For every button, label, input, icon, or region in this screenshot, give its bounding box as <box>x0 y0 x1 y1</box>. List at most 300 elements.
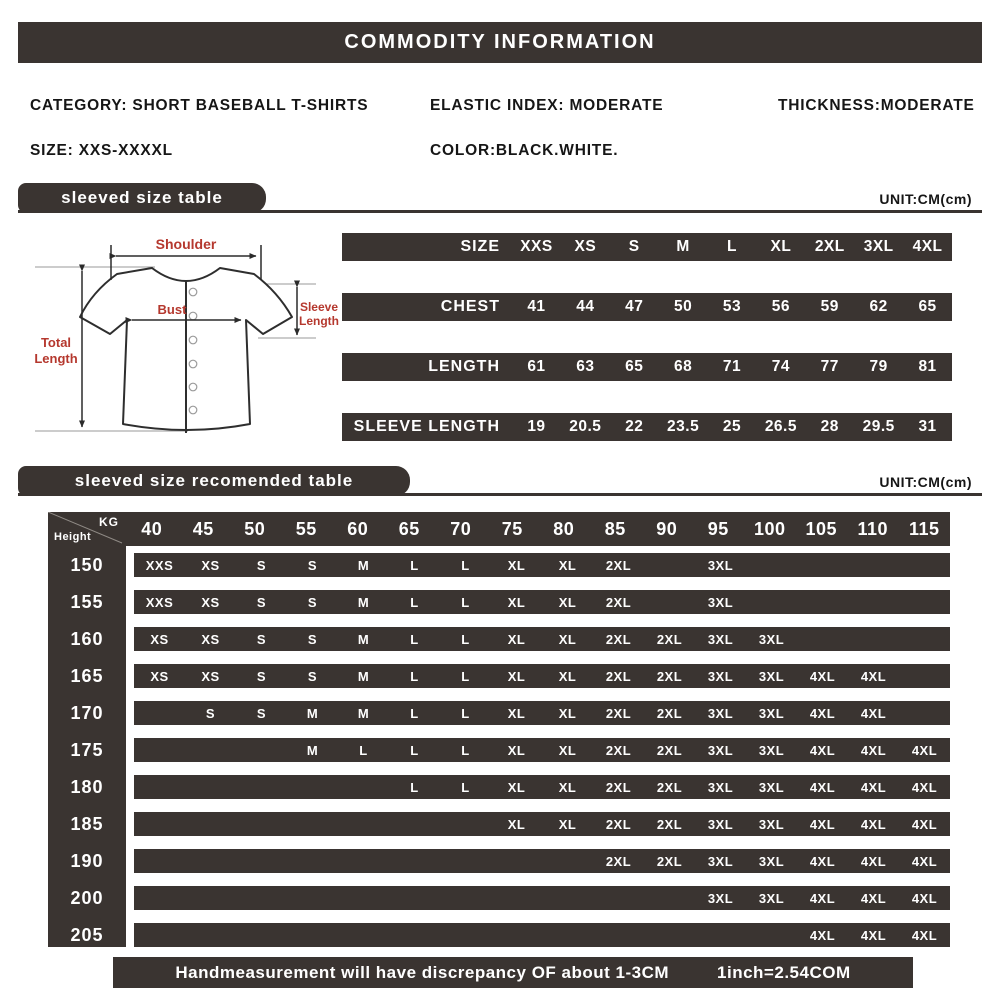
size-cell <box>185 923 236 947</box>
recommend-table-row <box>48 627 950 651</box>
size-cell <box>644 923 695 947</box>
size-table-cell: 79 <box>869 358 888 375</box>
size-cell: 4XL <box>911 853 938 869</box>
size-cell: L <box>461 668 470 684</box>
total-length-label-line2: Length <box>34 351 78 366</box>
recommend-table-row <box>48 738 950 762</box>
size-cell <box>338 775 389 799</box>
size-cell <box>644 590 695 614</box>
size-cell <box>899 664 950 688</box>
size-cell: L <box>410 668 419 684</box>
total-length-label-line1: Total <box>40 335 72 350</box>
size-cell <box>185 738 236 762</box>
corner-height-label: Height <box>54 531 92 543</box>
size-cell: 4XL <box>809 668 836 684</box>
height-column-strip <box>48 512 126 947</box>
size-cell: XL <box>558 631 577 647</box>
height-cell: 170 <box>70 702 104 723</box>
unit-label: UNIT:CM(cm) <box>879 191 972 207</box>
recommend-table-row <box>48 775 950 799</box>
size-cell <box>185 886 236 910</box>
size-table-row <box>342 413 952 441</box>
size-cell: 4XL <box>911 742 938 758</box>
sleeve-length-label-line2: Length <box>299 314 339 328</box>
size-cell: M <box>357 594 370 610</box>
row-sizes <box>134 664 950 688</box>
size-cell: XXS <box>145 594 174 610</box>
recommend-table-row <box>48 701 950 725</box>
size-cell <box>899 553 950 577</box>
size-cell: XL <box>507 705 526 721</box>
size-cell: 2XL <box>605 631 632 647</box>
size-cell: 3XL <box>707 705 734 721</box>
size-cell: 3XL <box>758 631 785 647</box>
size-cell: 4XL <box>809 853 836 869</box>
size-range-text: SIZE: XXS-XXXXL <box>30 142 173 159</box>
recommend-table-row <box>48 886 950 910</box>
size-cell: 3XL <box>758 742 785 758</box>
size-cell <box>389 923 440 947</box>
size-table-cell: 2XL <box>814 238 845 255</box>
size-cell: 4XL <box>911 779 938 795</box>
size-cell: 4XL <box>911 927 938 943</box>
size-cell <box>236 738 287 762</box>
size-cell <box>746 553 797 577</box>
size-cell: L <box>461 594 470 610</box>
weight-header-cell: 45 <box>192 518 214 539</box>
size-cell <box>236 812 287 836</box>
size-cell <box>848 553 899 577</box>
size-cell: 4XL <box>809 779 836 795</box>
size-cell <box>593 923 644 947</box>
size-cell <box>797 627 848 651</box>
size-cell: 4XL <box>860 742 887 758</box>
weight-header-cell: 95 <box>707 518 729 539</box>
size-table-row-label: CHEST <box>440 298 500 315</box>
recommend-table-title: sleeved size recomended table <box>74 471 354 490</box>
size-table-cell: 65 <box>918 298 937 315</box>
size-cell <box>287 812 338 836</box>
size-cell: 2XL <box>605 668 632 684</box>
size-cell <box>236 775 287 799</box>
weight-header-cell: 70 <box>450 518 472 539</box>
height-cell: 190 <box>70 850 104 871</box>
size-cell: XL <box>507 594 526 610</box>
size-cell: S <box>205 705 216 721</box>
size-table-cell: 19 <box>527 418 546 435</box>
elastic-index-text: ELASTIC INDEX: MODERATE <box>430 97 664 114</box>
size-cell <box>287 923 338 947</box>
size-cell <box>797 553 848 577</box>
weights-header <box>126 512 950 546</box>
height-cell: 165 <box>70 665 104 686</box>
weight-header-cell: 105 <box>805 518 838 539</box>
weight-header-cell: 100 <box>753 518 786 539</box>
size-cell: L <box>359 742 368 758</box>
size-cell <box>593 886 644 910</box>
size-cell <box>185 775 236 799</box>
size-cell: 3XL <box>758 668 785 684</box>
size-cell <box>134 812 185 836</box>
size-cell <box>338 849 389 873</box>
weight-header-cell: 55 <box>295 518 317 539</box>
size-cell <box>542 886 593 910</box>
size-cell <box>746 923 797 947</box>
size-cell <box>491 849 542 873</box>
size-cell: 2XL <box>605 853 632 869</box>
size-table-row <box>342 353 952 381</box>
size-cell <box>236 886 287 910</box>
row-sizes <box>134 701 950 725</box>
size-cell: 4XL <box>809 705 836 721</box>
size-cell: 3XL <box>707 557 734 573</box>
size-cell: XL <box>507 816 526 832</box>
footer-note: Handmeasurement will have discrepancy OF about 1-3CM <box>175 962 670 982</box>
size-cell: 4XL <box>809 927 836 943</box>
weight-header-cell: 50 <box>244 518 266 539</box>
size-cell: XL <box>558 742 577 758</box>
size-table-cell: 3XL <box>863 238 894 255</box>
size-table-cell: 47 <box>625 298 644 315</box>
size-cell: XS <box>201 668 220 684</box>
size-cell: 3XL <box>707 668 734 684</box>
row-sizes <box>134 738 950 762</box>
shoulder-label: Shoulder <box>155 236 217 252</box>
size-table-cell: 29.5 <box>862 418 895 435</box>
size-cell: XL <box>507 668 526 684</box>
size-cell: 2XL <box>605 705 632 721</box>
recommend-table-row <box>48 923 950 947</box>
size-cell: XL <box>507 557 526 573</box>
height-cell: 160 <box>70 628 104 649</box>
size-cell <box>287 775 338 799</box>
size-cell: 2XL <box>656 668 683 684</box>
size-table-cell: 71 <box>722 358 742 375</box>
size-cell: L <box>410 742 419 758</box>
size-cell: 3XL <box>758 705 785 721</box>
size-cell <box>746 590 797 614</box>
size-cell <box>134 923 185 947</box>
size-cell: 3XL <box>758 816 785 832</box>
size-cell: M <box>357 631 370 647</box>
size-table-cell: 41 <box>527 298 546 315</box>
size-table-row <box>342 233 952 261</box>
size-table <box>342 233 952 473</box>
size-cell: L <box>410 594 419 610</box>
section-header-recommend-table <box>18 466 982 496</box>
recommend-table <box>48 512 950 947</box>
height-cell: 205 <box>70 924 104 945</box>
size-cell: XL <box>558 594 577 610</box>
size-cell: L <box>461 705 470 721</box>
size-cell: S <box>256 557 267 573</box>
size-cell: 3XL <box>707 594 734 610</box>
size-cell: XS <box>150 631 169 647</box>
height-cell: 175 <box>70 739 104 760</box>
row-sizes <box>134 849 950 873</box>
row-sizes <box>134 553 950 577</box>
size-table-cell: 28 <box>820 418 839 435</box>
size-cell <box>440 849 491 873</box>
size-cell: 4XL <box>809 816 836 832</box>
size-cell: L <box>410 631 419 647</box>
size-cell: 4XL <box>860 779 887 795</box>
weight-header-cell: 75 <box>501 518 523 539</box>
thickness-text: THICKNESS:MODERATE <box>778 97 975 114</box>
size-cell: 3XL <box>758 890 785 906</box>
size-cell <box>695 923 746 947</box>
row-sizes <box>134 627 950 651</box>
size-cell: M <box>357 557 370 573</box>
size-cell <box>236 849 287 873</box>
size-table-cell: 50 <box>673 298 693 315</box>
size-cell: S <box>307 668 318 684</box>
size-table-cell: 56 <box>771 298 791 315</box>
size-cell: XS <box>201 631 220 647</box>
category-text: CATEGORY: SHORT BASEBALL T-SHIRTS <box>30 97 369 114</box>
size-cell: L <box>410 557 419 573</box>
size-cell: 2XL <box>605 816 632 832</box>
size-cell: S <box>307 557 318 573</box>
size-cell: XL <box>507 631 526 647</box>
weight-header-cell: 40 <box>141 518 163 539</box>
size-table-cell: 77 <box>820 358 839 375</box>
size-table-cell: 25 <box>722 418 742 435</box>
size-cell: 3XL <box>707 816 734 832</box>
size-cell <box>338 812 389 836</box>
size-cell: L <box>461 779 470 795</box>
size-table-cell: XL <box>770 238 792 255</box>
size-table-tab <box>18 183 266 213</box>
size-cell <box>848 590 899 614</box>
size-cell: 2XL <box>656 853 683 869</box>
size-cell: 3XL <box>758 853 785 869</box>
size-cell: S <box>307 631 318 647</box>
size-table-cell: 23.5 <box>667 418 700 435</box>
size-cell: XL <box>507 742 526 758</box>
size-cell <box>134 738 185 762</box>
size-cell: 2XL <box>656 631 683 647</box>
size-cell: XL <box>558 668 577 684</box>
size-cell: 3XL <box>707 853 734 869</box>
size-table-cell: 62 <box>869 298 888 315</box>
size-table-cell: 22 <box>625 418 644 435</box>
size-cell: XS <box>201 557 220 573</box>
footer-banner <box>113 957 913 988</box>
recommend-table-tab <box>18 466 410 496</box>
size-table-cell: 44 <box>576 298 595 315</box>
size-table-title: sleeved size table <box>61 188 223 207</box>
weight-header-cell: 115 <box>908 518 940 539</box>
corner-cell <box>48 512 126 546</box>
size-cell: S <box>256 631 267 647</box>
size-table-cell: 20.5 <box>569 418 602 435</box>
size-cell: 3XL <box>707 631 734 647</box>
size-cell: 3XL <box>707 742 734 758</box>
size-cell <box>899 701 950 725</box>
sleeve-length-label-line1: Sleeve <box>299 300 339 314</box>
row-sizes <box>134 923 950 947</box>
size-cell: 2XL <box>605 594 632 610</box>
row-sizes <box>134 812 950 836</box>
size-cell: L <box>461 742 470 758</box>
size-cell: 4XL <box>860 890 887 906</box>
size-cell: L <box>410 779 419 795</box>
size-cell: 2XL <box>656 705 683 721</box>
size-cell <box>134 886 185 910</box>
color-text: COLOR:BLACK.WHITE. <box>430 142 619 159</box>
size-cell: 4XL <box>860 927 887 943</box>
size-cell: M <box>357 705 370 721</box>
size-cell <box>899 627 950 651</box>
size-cell: 4XL <box>809 890 836 906</box>
height-cell: 155 <box>70 591 104 612</box>
height-cell: 180 <box>70 776 104 797</box>
weight-header-cell: 90 <box>656 518 678 539</box>
size-cell: XL <box>507 779 526 795</box>
size-cell: S <box>256 594 267 610</box>
size-cell: M <box>357 668 370 684</box>
size-cell: M <box>306 742 319 758</box>
size-cell: 4XL <box>860 668 887 684</box>
size-table-cell: L <box>727 238 737 255</box>
size-cell <box>287 886 338 910</box>
size-cell <box>134 701 185 725</box>
row-sizes <box>134 775 950 799</box>
size-cell: XXS <box>145 557 174 573</box>
size-cell <box>338 923 389 947</box>
height-cell: 185 <box>70 813 104 834</box>
recommend-table-row <box>48 553 950 577</box>
height-cell: 150 <box>70 554 104 575</box>
size-cell: 2XL <box>605 557 632 573</box>
size-cell <box>440 923 491 947</box>
size-table-cell: 31 <box>918 418 937 435</box>
size-cell <box>440 812 491 836</box>
size-table-cell: 4XL <box>912 238 943 255</box>
size-cell: L <box>461 631 470 647</box>
size-cell: 3XL <box>707 779 734 795</box>
size-cell <box>185 812 236 836</box>
weight-header-cell: 85 <box>604 518 626 539</box>
size-cell <box>287 849 338 873</box>
size-cell: 4XL <box>860 816 887 832</box>
size-cell <box>185 849 236 873</box>
size-table-cell: 53 <box>722 298 742 315</box>
size-cell <box>644 553 695 577</box>
title-banner <box>18 22 982 63</box>
size-cell <box>491 923 542 947</box>
size-cell <box>899 590 950 614</box>
size-cell: XL <box>558 816 577 832</box>
size-cell: 2XL <box>605 742 632 758</box>
size-table-cell: 65 <box>625 358 644 375</box>
size-cell <box>389 886 440 910</box>
size-table-row-label: LENGTH <box>428 358 500 375</box>
size-cell: L <box>410 705 419 721</box>
size-cell <box>236 923 287 947</box>
size-cell: 2XL <box>656 742 683 758</box>
height-cell: 200 <box>70 887 104 908</box>
size-table-cell: 74 <box>771 358 791 375</box>
size-cell <box>389 849 440 873</box>
size-cell: S <box>307 594 318 610</box>
size-table-cell: 68 <box>673 358 693 375</box>
size-cell: XL <box>558 557 577 573</box>
recommend-table-row <box>48 849 950 873</box>
recommend-table-row <box>48 590 950 614</box>
size-cell: 4XL <box>911 816 938 832</box>
size-cell: 4XL <box>911 890 938 906</box>
weight-header-cell: 80 <box>553 518 575 539</box>
size-table-cell: S <box>628 238 640 255</box>
size-cell <box>542 849 593 873</box>
size-cell: 3XL <box>707 890 734 906</box>
size-cell: S <box>256 705 267 721</box>
footer-conversion: 1inch=2.54COM <box>717 962 851 982</box>
size-cell <box>644 886 695 910</box>
size-table-row <box>342 293 952 321</box>
unit-label: UNIT:CM(cm) <box>879 474 972 490</box>
size-cell <box>134 775 185 799</box>
section-header-size-table <box>18 183 982 213</box>
weight-header-cell: 110 <box>857 518 889 539</box>
row-sizes <box>134 590 950 614</box>
size-cell: 2XL <box>656 816 683 832</box>
row-sizes <box>134 886 950 910</box>
size-cell <box>440 886 491 910</box>
size-cell: XL <box>558 705 577 721</box>
corner-kg-label: KG <box>99 515 119 529</box>
size-cell: 2XL <box>605 779 632 795</box>
weight-header-cell: 60 <box>347 518 369 539</box>
size-cell: 4XL <box>860 705 887 721</box>
size-cell <box>338 886 389 910</box>
size-table-cell: 61 <box>527 358 546 375</box>
weight-header-cell: 65 <box>398 518 420 539</box>
size-cell: S <box>256 668 267 684</box>
size-table-cell: 63 <box>576 358 595 375</box>
recommend-table-header <box>48 512 950 546</box>
size-cell: XS <box>150 668 169 684</box>
size-table-cell: XXS <box>520 238 553 255</box>
size-table-cell: 81 <box>918 358 937 375</box>
size-cell: 3XL <box>758 779 785 795</box>
size-cell: 4XL <box>860 853 887 869</box>
bust-label: Bust <box>157 302 187 317</box>
size-table-row-label: SIZE <box>460 238 500 255</box>
size-cell <box>134 849 185 873</box>
size-cell: XL <box>558 779 577 795</box>
recommend-table-row <box>48 664 950 688</box>
size-cell: L <box>461 557 470 573</box>
tshirt-diagram <box>20 222 342 462</box>
size-cell: 4XL <box>809 742 836 758</box>
size-cell <box>848 627 899 651</box>
size-cell <box>389 812 440 836</box>
size-cell <box>797 590 848 614</box>
size-table-cell: 26.5 <box>764 418 797 435</box>
size-cell: M <box>306 705 319 721</box>
size-table-row-label: SLEEVE LENGTH <box>353 418 500 435</box>
recommend-table-body <box>48 553 950 947</box>
size-table-cell: M <box>676 238 690 255</box>
recommend-table-row <box>48 812 950 836</box>
size-cell <box>491 886 542 910</box>
size-cell <box>542 923 593 947</box>
size-table-cell: XS <box>574 238 597 255</box>
size-cell: XS <box>201 594 220 610</box>
